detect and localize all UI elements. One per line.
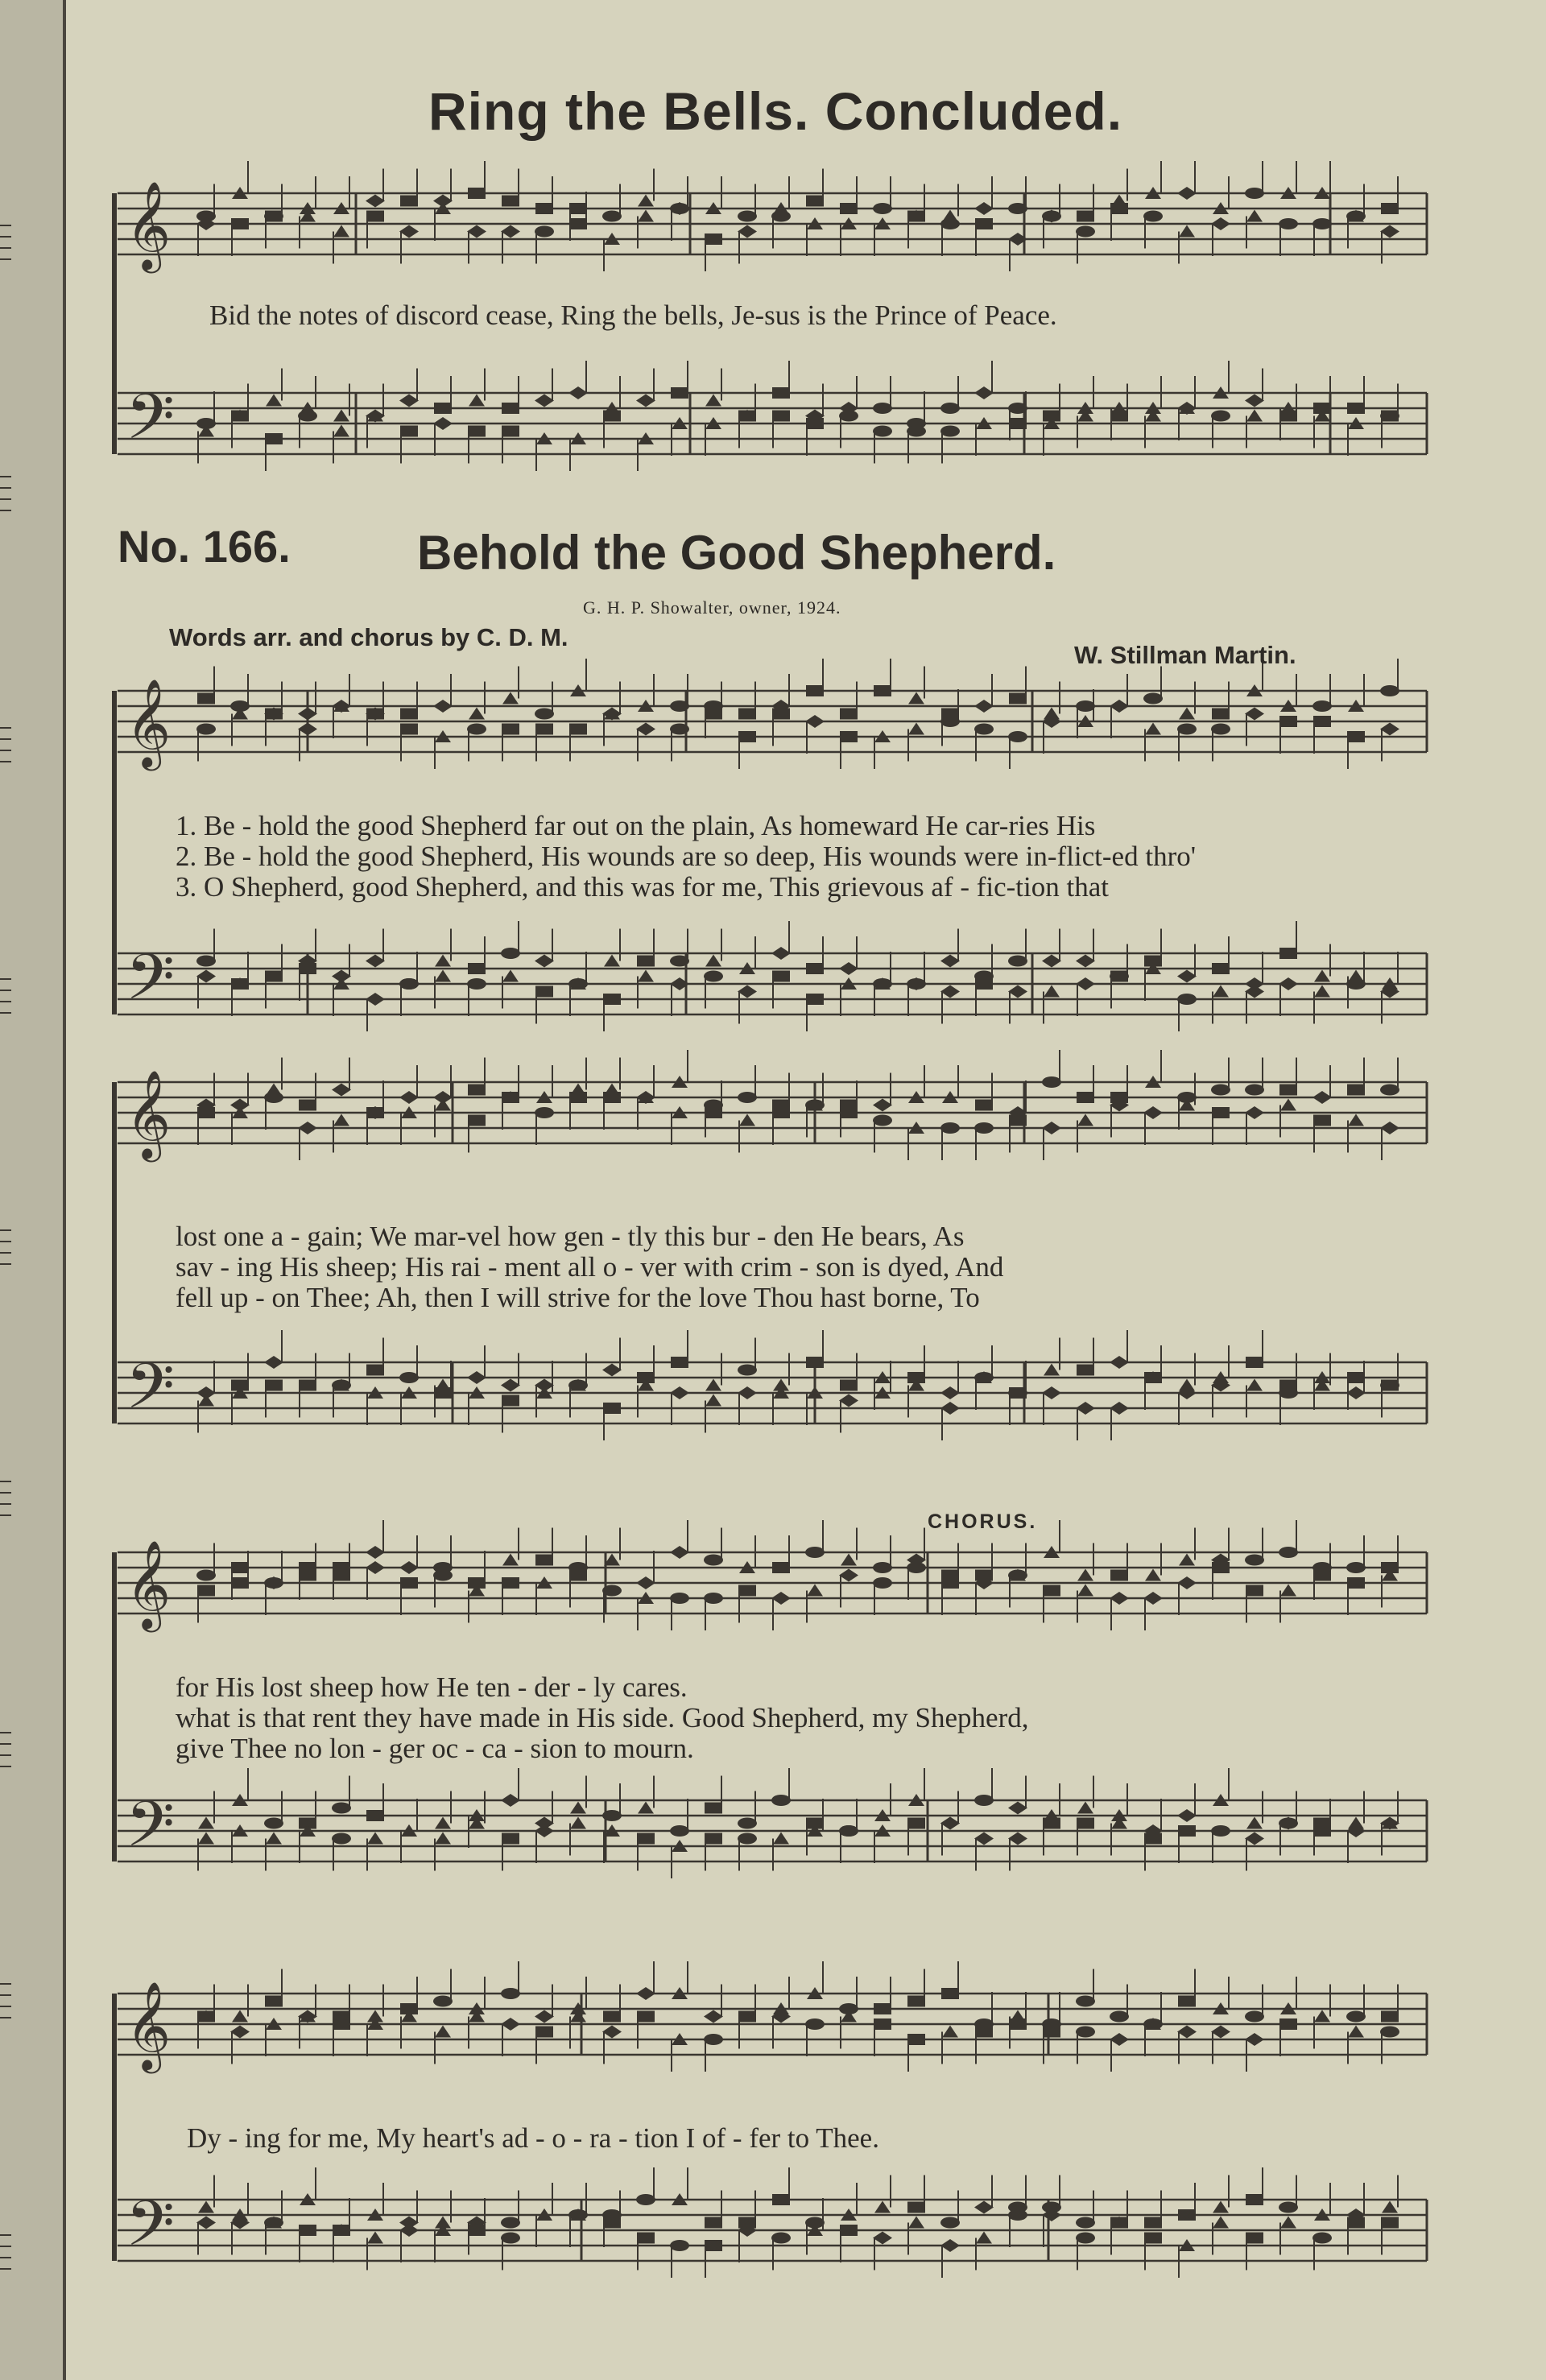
note xyxy=(771,674,791,746)
note xyxy=(907,1528,926,1601)
page-gutter xyxy=(0,0,63,2380)
note xyxy=(940,1361,960,1440)
note xyxy=(1346,2183,1366,2255)
note xyxy=(1347,376,1365,456)
note xyxy=(603,1058,621,1130)
note xyxy=(1312,674,1332,754)
note xyxy=(1042,1992,1061,2064)
note xyxy=(873,2175,892,2271)
clef-icon: 𝄞 xyxy=(126,1981,172,2070)
clef-icon: 𝄢 xyxy=(126,1788,176,1877)
note xyxy=(433,1065,453,1138)
note xyxy=(705,369,721,457)
verse-1-line-2: lost one a - gain; We mar-vel how gen - tly this bur - den He bears, As xyxy=(176,1221,965,1252)
note xyxy=(1279,1977,1297,2056)
note xyxy=(1177,161,1197,264)
note xyxy=(1177,376,1197,440)
note xyxy=(907,391,926,464)
note xyxy=(974,674,994,762)
concluded-title: Ring the Bells. Concluded. xyxy=(428,81,1123,141)
note xyxy=(1177,1528,1197,1616)
note xyxy=(196,1073,216,1146)
note xyxy=(941,1961,959,2064)
note xyxy=(535,1791,554,1864)
note xyxy=(467,936,486,1016)
note xyxy=(535,176,554,264)
note xyxy=(1381,1535,1399,1608)
note xyxy=(333,1985,350,2057)
note xyxy=(603,376,621,448)
note xyxy=(907,952,926,1016)
system-2-treble-staff xyxy=(118,1050,1427,1163)
concluded-treble-staff xyxy=(118,161,1427,274)
note xyxy=(637,1345,655,1418)
note xyxy=(839,1799,858,1863)
note xyxy=(1211,1977,1230,2064)
note xyxy=(940,184,960,257)
note xyxy=(1110,1985,1129,2072)
note xyxy=(874,1361,891,1410)
clef-icon: 𝄢 xyxy=(126,381,176,469)
note xyxy=(231,1353,249,1426)
system-4-treble-staff xyxy=(118,1961,1427,2074)
note xyxy=(840,2183,858,2262)
note xyxy=(1212,936,1230,1024)
concluded-bass-staff xyxy=(118,361,1427,471)
note xyxy=(1043,384,1060,457)
music-credit: W. Stillman Martin. xyxy=(1074,641,1296,669)
hymn-number: No. 166. xyxy=(118,521,291,572)
note xyxy=(1110,1065,1129,1138)
note xyxy=(636,1065,655,1130)
note xyxy=(940,376,960,464)
note xyxy=(773,1353,789,1426)
note xyxy=(399,169,419,264)
note xyxy=(636,2167,655,2271)
note xyxy=(1143,1543,1163,1631)
note xyxy=(1279,674,1297,754)
note xyxy=(265,1969,283,2057)
note xyxy=(1177,1783,1197,1863)
note xyxy=(501,921,520,1009)
note xyxy=(1076,689,1095,738)
chorus-label: CHORUS. xyxy=(928,1510,1038,1533)
note xyxy=(367,1985,383,2057)
note xyxy=(771,176,791,249)
note xyxy=(1110,674,1129,738)
note xyxy=(974,1073,994,1161)
note xyxy=(670,176,689,241)
note xyxy=(874,1783,891,1863)
clef-icon: 𝄞 xyxy=(126,181,172,270)
system-3-bass-staff xyxy=(118,1768,1427,1878)
note xyxy=(1211,1528,1230,1601)
note xyxy=(873,176,892,256)
note xyxy=(399,1065,419,1145)
note xyxy=(1380,659,1399,762)
note xyxy=(1211,1058,1230,1146)
note xyxy=(1279,1353,1298,1426)
note xyxy=(501,1768,520,1871)
note xyxy=(298,376,317,448)
note xyxy=(535,1528,553,1616)
chorus-lyric: Dy - ing for me, My heart's ad - o - ra - tion I of - fer to Thee. xyxy=(187,2122,879,2154)
note xyxy=(974,944,994,1017)
note xyxy=(1110,1543,1129,1631)
note xyxy=(1177,944,1197,1032)
note xyxy=(502,1528,519,1616)
note xyxy=(366,1338,384,1426)
note xyxy=(433,169,453,242)
note xyxy=(1177,1353,1197,1426)
note xyxy=(704,1528,723,1631)
note xyxy=(399,2191,419,2263)
note xyxy=(772,1073,790,1146)
note xyxy=(332,944,351,1017)
note xyxy=(1245,952,1264,1024)
note xyxy=(264,1330,283,1418)
note xyxy=(298,1073,317,1161)
note xyxy=(502,1065,519,1130)
note xyxy=(1008,667,1027,770)
note xyxy=(974,1345,994,1410)
note xyxy=(1144,929,1162,1002)
note xyxy=(1245,1528,1264,1623)
note xyxy=(873,376,892,464)
note xyxy=(974,2175,994,2271)
clef-icon: 𝄞 xyxy=(126,1540,172,1629)
note xyxy=(840,176,858,256)
note xyxy=(1380,952,1399,1024)
system-2-bass-staff xyxy=(118,1330,1427,1440)
note xyxy=(738,1338,757,1426)
note xyxy=(333,2198,350,2262)
note xyxy=(1043,1520,1060,1623)
note xyxy=(771,1977,791,2049)
note xyxy=(839,1977,858,2049)
note xyxy=(1279,1520,1298,1623)
note xyxy=(399,1535,419,1615)
note xyxy=(704,1985,723,2072)
clef-icon: 𝄞 xyxy=(126,679,172,767)
note xyxy=(1076,929,1095,1017)
note xyxy=(1008,929,1027,1024)
note xyxy=(839,936,858,1016)
system-3-treble-staff xyxy=(118,1520,1427,1633)
note xyxy=(738,2191,757,2263)
note xyxy=(231,1551,249,1600)
note xyxy=(1042,682,1061,754)
note xyxy=(366,929,385,1032)
note xyxy=(400,1977,418,2049)
note xyxy=(435,2191,451,2263)
note xyxy=(433,1535,453,1608)
note xyxy=(1312,1065,1332,1153)
verse-1-line-3: for His lost sheep how He ten - der - ly cares. xyxy=(176,1671,688,1703)
note xyxy=(196,391,216,464)
note xyxy=(602,1338,622,1441)
verse-1-line-1: 1. Be - hold the good Shepherd far out on the plain, As homeward He car-ries His xyxy=(176,810,1096,841)
note xyxy=(636,674,655,762)
note xyxy=(1245,1985,1264,2072)
note xyxy=(738,1535,756,1623)
note xyxy=(738,1065,757,1153)
verse-2-line-3: what is that rent they have made in His side. Good Shepherd, my Shepherd, xyxy=(176,1702,1029,1733)
note xyxy=(468,369,486,464)
note xyxy=(974,1543,994,1616)
note xyxy=(908,667,924,762)
system-1-treble-staff xyxy=(118,659,1427,771)
note xyxy=(1008,2175,1027,2248)
words-credit: Words arr. and chorus by C. D. M. xyxy=(169,623,568,651)
verse-3-line-3: give Thee no lon - ger oc - ca - sion to mourn. xyxy=(176,1733,694,1764)
note xyxy=(468,1058,486,1153)
note xyxy=(366,1783,384,1871)
note xyxy=(399,952,419,1016)
note xyxy=(907,1345,925,1418)
note xyxy=(433,1969,453,2064)
note xyxy=(502,376,519,464)
note xyxy=(535,1065,554,1145)
note xyxy=(433,376,453,456)
note xyxy=(1143,1799,1163,1871)
note xyxy=(535,929,554,1024)
note xyxy=(299,1791,316,1864)
note xyxy=(1042,1338,1061,1426)
system-4-bass-staff xyxy=(118,2167,1427,2278)
note xyxy=(332,1058,351,1153)
note xyxy=(366,1081,385,1145)
note xyxy=(1346,1361,1366,1410)
note xyxy=(603,929,621,1032)
note xyxy=(941,1543,959,1616)
note xyxy=(332,674,351,738)
note xyxy=(940,2191,960,2279)
note xyxy=(570,1977,586,2049)
note xyxy=(1177,1969,1197,2064)
note xyxy=(230,1073,250,1146)
note xyxy=(333,176,349,264)
note xyxy=(1008,1776,1027,1871)
note xyxy=(1346,1535,1366,1615)
clef-icon: 𝄢 xyxy=(126,941,176,1030)
note xyxy=(366,1520,385,1600)
note xyxy=(469,1977,485,2049)
note xyxy=(636,1551,655,1630)
note xyxy=(840,682,858,770)
note xyxy=(367,2183,383,2271)
note xyxy=(1346,1791,1366,1864)
note xyxy=(332,1776,351,1871)
note xyxy=(196,184,216,257)
clef-icon: 𝄢 xyxy=(126,1350,176,1439)
note xyxy=(467,1345,486,1425)
note xyxy=(535,369,554,472)
note xyxy=(1380,176,1399,264)
note xyxy=(1347,1058,1365,1153)
gutter-ticks xyxy=(0,0,16,2380)
note xyxy=(569,192,587,241)
note xyxy=(907,1768,925,1856)
note xyxy=(230,2183,250,2255)
clef-icon: 𝄢 xyxy=(126,2188,176,2276)
note xyxy=(1144,1345,1162,1410)
note xyxy=(1312,2183,1332,2271)
note xyxy=(1380,1058,1399,1161)
note xyxy=(637,1776,655,1871)
note xyxy=(230,674,250,746)
note xyxy=(1211,176,1230,256)
note xyxy=(974,1768,994,1871)
system-1-bass-staff xyxy=(118,921,1427,1031)
note xyxy=(772,361,790,448)
note xyxy=(196,1361,216,1433)
note xyxy=(1076,1338,1095,1441)
note xyxy=(264,1058,283,1130)
note xyxy=(399,369,419,464)
note xyxy=(1042,2175,1061,2248)
note xyxy=(1143,161,1163,249)
note xyxy=(1043,1783,1060,1856)
note xyxy=(771,1768,791,1871)
note xyxy=(771,921,791,1009)
note xyxy=(873,952,892,1016)
note xyxy=(1211,1345,1230,1418)
note xyxy=(501,169,520,264)
note xyxy=(636,369,655,472)
note xyxy=(806,169,824,257)
note xyxy=(265,369,283,472)
note xyxy=(1246,2167,1263,2271)
note xyxy=(1245,161,1264,249)
verse-3-line-2: fell up - on Thee; Ah, then I will strive for the love Thou hast borne, To xyxy=(176,1282,980,1313)
note xyxy=(738,936,757,1024)
note xyxy=(1042,929,1061,1024)
hymn-title: Behold the Good Shepherd. xyxy=(417,526,1056,580)
note xyxy=(1143,1992,1163,2056)
note xyxy=(873,1535,892,1615)
note xyxy=(399,1345,419,1425)
note xyxy=(568,952,588,1016)
note xyxy=(636,1961,655,2049)
note xyxy=(300,176,316,249)
note xyxy=(974,1992,994,2064)
note xyxy=(771,2167,791,2271)
note xyxy=(468,1551,486,1623)
note xyxy=(940,929,960,1024)
note xyxy=(1245,1058,1264,1146)
note xyxy=(231,952,249,1016)
note xyxy=(874,1977,891,2056)
note xyxy=(839,376,858,448)
music-notation xyxy=(66,0,1546,2380)
note xyxy=(907,1969,925,2072)
note xyxy=(1145,376,1161,448)
verse-3-line-1: 3. O Shepherd, good Shepherd, and this was for me, This grievous af - fic-tion that xyxy=(176,871,1109,903)
verse-2-line-2: sav - ing His sheep; His rai - ment all o - ver with crim - son is dyed, And xyxy=(176,1251,1004,1283)
note xyxy=(568,2183,588,2247)
note xyxy=(569,659,587,762)
note xyxy=(1076,1969,1095,2064)
note xyxy=(738,682,756,770)
note xyxy=(1211,361,1230,448)
note xyxy=(264,1551,283,1615)
note xyxy=(1245,659,1264,746)
note xyxy=(670,1799,689,1878)
note xyxy=(1111,1783,1127,1856)
note xyxy=(568,1535,588,1608)
note xyxy=(1077,1065,1094,1153)
note xyxy=(705,1776,722,1871)
note xyxy=(974,176,994,256)
verse-2-line-1: 2. Be - hold the good Shepherd, His wounds are so deep, His wounds were in-flict-ed thro' xyxy=(176,841,1197,872)
note xyxy=(602,184,622,272)
note xyxy=(1077,376,1093,448)
note xyxy=(1110,169,1128,242)
hymnal-page xyxy=(66,0,1546,2380)
note xyxy=(1313,376,1331,448)
copyright-notice: G. H. P. Showalter, owner, 1924. xyxy=(583,597,841,618)
concluded-lyric: Bid the notes of discord cease, Ring the bells, Je-sus is the Prince of Peace. xyxy=(209,300,1057,331)
note xyxy=(196,667,216,762)
note xyxy=(502,667,519,762)
note xyxy=(467,161,486,264)
note xyxy=(1246,1330,1263,1418)
clef-icon: 𝄞 xyxy=(126,1070,172,1159)
note xyxy=(805,1520,825,1623)
note xyxy=(569,1058,587,1130)
note xyxy=(1143,667,1163,762)
note xyxy=(705,2191,722,2279)
note xyxy=(805,384,825,457)
